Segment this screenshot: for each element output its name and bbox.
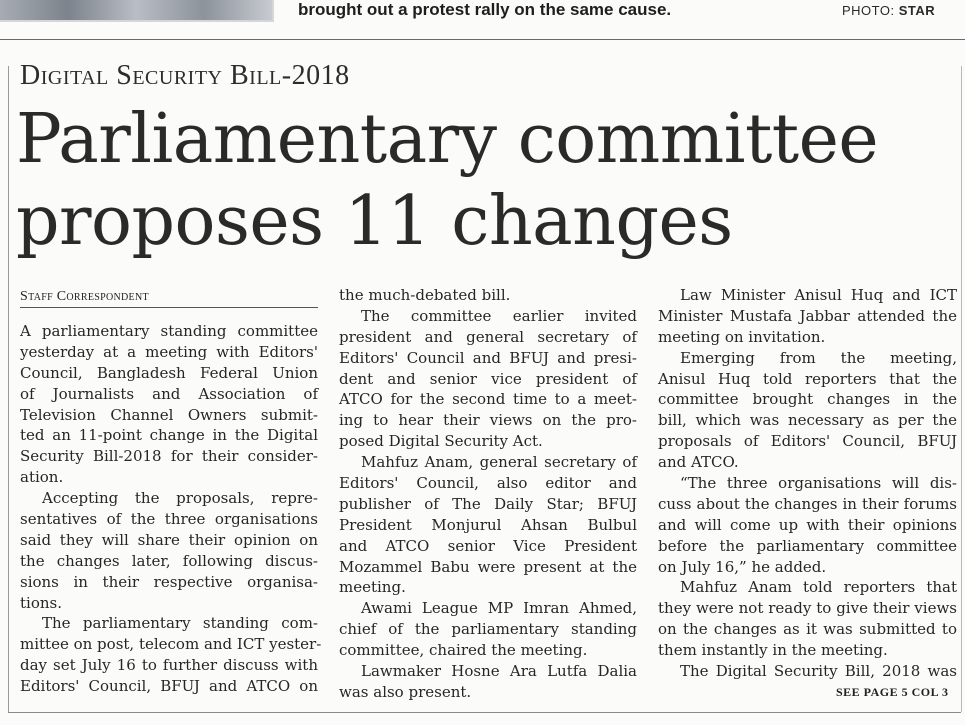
text-line: and ATCO. xyxy=(658,453,739,472)
text-line: Editors' Council, BFUJ and ATCO on xyxy=(20,677,318,696)
text-line: Mahfuz Anam told reporters that xyxy=(680,578,957,597)
text-line: President Monjurul Ahsan Bulbul xyxy=(339,515,637,534)
text-line: said they will share their opinion on xyxy=(20,530,318,549)
text-line: ted an 11-point change in the Digital xyxy=(20,426,318,445)
text-line: “The three organisations will dis- xyxy=(680,474,957,493)
text-line: Security Bill-2018 for their consider- xyxy=(20,447,318,466)
text-line: Mahfuz Anam, general secretary of xyxy=(361,453,637,472)
photo-caption: brought out a protest rally on the same cause. xyxy=(298,0,672,19)
continued-jump-line[interactable]: SEE PAGE 5 COL 3 xyxy=(836,685,949,699)
text-line: ing to hear their views on the pro- xyxy=(339,411,637,430)
text-line: The parliamentary standing com- xyxy=(42,614,318,633)
byline-underline xyxy=(20,307,318,308)
text-line: president and general secretary of xyxy=(339,327,637,346)
text-line: Editors' Council, also editor and xyxy=(339,474,637,493)
photo-credit-source: STAR xyxy=(898,3,936,18)
article-column-3 xyxy=(658,285,957,682)
text-line: was also present. xyxy=(339,682,472,701)
text-line: committee brought changes in the xyxy=(658,390,957,409)
text-line: yesterday at a meeting with Editors' xyxy=(20,342,318,361)
top-divider xyxy=(0,39,965,40)
text-line: cuss about the changes in their forums xyxy=(658,494,957,513)
text-line: bill, which was necessary as per the xyxy=(658,411,957,430)
text-line: on the changes as it was submitted to xyxy=(658,620,957,639)
text-line: Minister Mustafa Jabbar attended the xyxy=(658,306,957,325)
text-line: ation. xyxy=(20,468,64,487)
text-line: The committee earlier invited xyxy=(361,306,637,325)
text-line: Council, Bangladesh Federal Union xyxy=(20,363,318,382)
text-line: of Journalists and Association of xyxy=(20,384,318,403)
text-line: they were not ready to give their views xyxy=(658,599,957,618)
text-line: dent and senior vice president of xyxy=(339,369,637,388)
text-line: Awami League MP Imran Ahmed, xyxy=(361,599,637,618)
right-border xyxy=(961,66,962,712)
text-line: mittee on post, telecom and ICT yester- xyxy=(20,635,322,654)
article-column-1 xyxy=(20,321,322,697)
text-line: Television Channel Owners submit- xyxy=(20,405,318,424)
text-line: Law Minister Anisul Huq and ICT xyxy=(680,286,957,304)
article-column-2 xyxy=(339,285,637,703)
text-line: proposals of Editors' Council, BFUJ xyxy=(658,432,957,451)
text-line: the changes later, following discus- xyxy=(20,551,318,570)
article-kicker: Digital Security Bill-2018 xyxy=(20,60,350,91)
text-line: posed Digital Security Act. xyxy=(339,432,543,451)
text-line: day set July 16 to further discuss with xyxy=(20,656,318,675)
text-line: publisher of The Daily Star; BFUJ xyxy=(339,494,637,513)
text-line: chief of the parliamentary standing xyxy=(339,620,637,639)
text-line: Emerging from the meeting, xyxy=(680,348,957,367)
text-line: The Digital Security Bill, 2018 was xyxy=(680,662,957,681)
text-line: them instantly in the meeting. xyxy=(658,641,888,660)
text-line: Editors' Council and BFUJ and presi- xyxy=(339,348,637,367)
text-line: sions in their respective organisa- xyxy=(20,572,318,591)
text-line: Accepting the proposals, repre- xyxy=(42,489,318,508)
photo-thumbnail xyxy=(0,0,274,22)
text-line: sentatives of the three organisations xyxy=(20,510,318,529)
text-line: Lawmaker Hosne Ara Lutfa Dalia xyxy=(361,662,637,681)
text-line: and will come up with their opinions xyxy=(658,515,957,534)
left-border xyxy=(8,66,9,712)
text-line: meeting. xyxy=(339,578,406,597)
text-line: A parliamentary standing committee xyxy=(20,322,318,340)
text-line: Anisul Huq told reporters that the xyxy=(658,369,957,388)
text-line: committee, chaired the meeting. xyxy=(339,641,588,660)
text-line: Mozammel Babu were present at the xyxy=(339,557,637,576)
text-line: the much-debated bill. xyxy=(339,286,511,304)
article-headline xyxy=(16,99,878,263)
headline-line: Parliamentary committee xyxy=(16,100,879,179)
headline-line: proposes 11 changes xyxy=(16,182,733,261)
text-line: and ATCO senior Vice President xyxy=(339,536,637,555)
text-line: before the parliamentary committee xyxy=(658,536,957,555)
text-line: meeting on invitation. xyxy=(658,327,826,346)
bottom-divider xyxy=(8,712,961,713)
byline: Staff Correspondent xyxy=(20,289,149,304)
text-line: tions. xyxy=(20,593,62,612)
text-line: ATCO for the second time to a meet- xyxy=(339,390,637,409)
photo-credit-label: PHOTO: xyxy=(842,3,895,18)
photo-credit xyxy=(842,3,935,18)
text-line: on July 16,” he added. xyxy=(658,557,827,576)
